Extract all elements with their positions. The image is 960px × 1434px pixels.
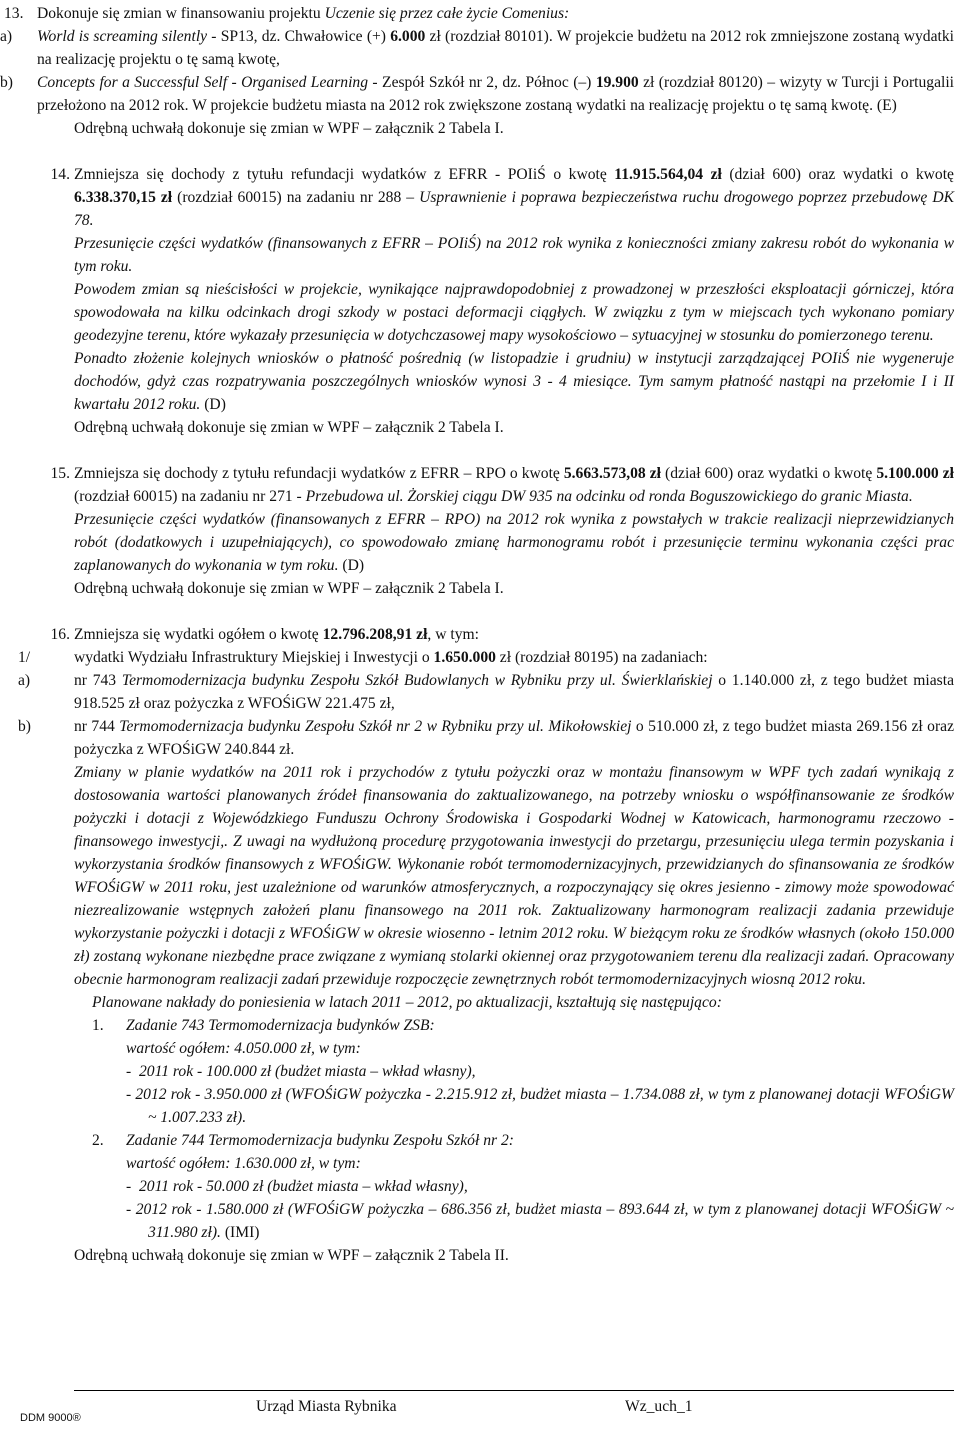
wpf-note: Odrębną uchwałą dokonuje się zmian w WPF – załącznik 2 Tabela I.: [74, 580, 504, 597]
item-16-b: b) nr 744 Termomodernizacja budynku Zespołu Szkół nr 2 w Rybniku przy ul. Mikołowskiej o 510.000 zł, z tego budżet miasta 269.156 zł oraz pożyczka z WFOŚiGW 240.844 zł.: [18, 718, 954, 758]
item-14: 14. Zmniejsza się dochody z tytułu refundacji wydatków z EFRR - POIiŚ o kwotę 11.915.564,04 zł (dział 600) oraz wydatki o kwotę 6.338.370,15 zł (rozdział 60015) na zadaniu nr 288 – Usprawnienie i poprawa bezpieczeństwa ruchu drogowego poprzez przebudowę DK 78.: [50, 166, 954, 229]
footer-rule: [74, 1390, 954, 1391]
wpf-note: Odrębną uchwałą dokonuje się zmian w WPF – załącznik 2 Tabela I.: [74, 419, 504, 436]
item-14-para-3: Ponadto złożenie kolejnych wniosków o płatność pośrednią (w listopadzie i grudniu) w instytucji zarządzającej POIiŚ nie wygeneruje dochodów, gdyż czas rozpatrywania poszczególnych wniosków wynosi 3 - 4 miesiące. Tym samym płatność nastąpi na przełomie I i II kwartału 2012 roku. (D): [74, 350, 954, 413]
task-743: 1. Zadanie 743 Termomodernizacja budynków ZSB: wartość ogółem: 4.050.000 zł, w tym: - 2011 rok - 100.000 zł (budżet miasta – wkład własny), - 2012 rok - 3.950.000 zł (WFOŚiGW pożyczka - 2.215.912 zł, budżet miasta – 1.734.088 zł, w tym z planowanej dotacji WFOŚiGW ~ 1.007.233 zł).: [92, 1017, 954, 1126]
item-16-section-1: 1/ wydatki Wydziału Infrastruktury Miejskiej i Inwestycji o 1.650.000 zł (rozdział 80195) na zadaniach:: [18, 649, 708, 666]
item-16-plan: Planowane nakłady do poniesienia w latach 2011 – 2012, po aktualizacji, kształtują się następująco:: [92, 994, 722, 1011]
item-13-b: b) Concepts for a Successful Self - Organised Learning - Zespół Szkół nr 2, dz. Północ (–) 19.900 zł (rozdział 80120) – wizyty w Turcji i Portugalii przełożono na 2012 rok. W projekcie budżetu miasta na 2012 rok zwiększone zostaną wydatki na realizację projektu o tę samą kwotę. (E): [0, 74, 954, 114]
footer-ddm: DDM 9000®: [20, 1412, 81, 1424]
item-heading: Dokonuje się zmian w finansowaniu projektu Uczenie się przez całe życie Comenius:: [37, 5, 570, 22]
item-16: 16. Zmniejsza się wydatki ogółem o kwotę 12.796.208,91 zł, w tym:: [50, 626, 479, 643]
task-744: 2. Zadanie 744 Termomodernizacja budynku Zespołu Szkół nr 2: wartość ogółem: 1.630.000 zł, w tym: - 2011 rok - 50.000 zł (budżet miasta – wkład własny), - 2012 rok - 1.580.000 zł (WFOŚiGW pożyczka – 686.356 zł, budżet miasta – 893.644 zł, w tym z planowanej dotacji WFOŚiGW ~ 311.980 zł). (IMI): [92, 1132, 954, 1241]
item-13-a: a) World is screaming silently - SP13, dz. Chwałowice (+) 6.000 zł (rozdział 80101). W projekcie budżetu na 2012 rok zmniejszone zostaną wydatki na realizację projektu o tę samą kwotę,: [0, 28, 954, 68]
item-number: 13.: [4, 5, 24, 22]
item-15-para-1: Przesunięcie części wydatków (finansowanych z EFRR – RPO) na 2012 rok wynika z powstałych w trakcie realizacji nieprzewidzianych robót (dodatkowych i uzupełniających), co spowodowało zmianę harmonogramu robót i przesunięcie terminu wykonania części prac zaplanowanych do wykonania w tym roku. (D): [74, 511, 954, 574]
page-footer: [0, 1393, 960, 1423]
wpf-note: Odrębną uchwałą dokonuje się zmian w WPF – załącznik 2 Tabela II.: [74, 1247, 509, 1264]
footer-code: Wz_uch_1: [625, 1398, 693, 1415]
item-13: [0, 2, 960, 25]
item-16-explanation: Zmiany w planie wydatków na 2011 rok i przychodów z tytułu pożyczki oraz w montażu finansowym w WPF tych zadań wynikają z dostosowania wartości planowanych źródeł finansowania do zaktualizowanego, na potrzeby wniosku o współfinansowanie ze środków pożyczki i dotacji z Wojewódzkiego Funduszu Ochrony Środowiska i Gospodarki Wodnej w Katowicach, harmonogramu rzeczowo - finansowego inwestycji,. Z uwagi na wydłużoną procedurę przygotowania inwestycji do przetargu, przesunięciu ulega termin pozyskania i wykorzystania środków finansowych z WFOŚiGW. Wykonanie robót termomodernizacyjnych, przewidzianych do sfinansowania ze środków WFOŚiGW w 2011 roku, jest uzależnione od warunków atmosferycznych, a rozpoczynający się okres jesienno - zimowy może spowodować niezrealizowanie wstępnych założeń planu finansowego na 2011 rok. Zaktualizowany harmonogram realizacji zadania przewiduje wykorzystanie pożyczki i dotacji z WFOŚiGW w okresie wiosenno - letnim 2012 roku. W bieżącym roku ze środków własnych (około 150.000 zł) zostaną wykonane niezbędne prace związane z wymianą stolarki okiennej oraz przygotowaniem terenu dla realizacji zadań. Opracowany obecnie harmonogram realizacji zadań przewiduje rozpoczęcie zewnętrznych robót termomodernizacyjnych wiosną 2012 roku.: [74, 764, 954, 988]
document-page: [0, 2, 960, 1267]
footer-office: Urząd Miasta Rybnika: [256, 1398, 397, 1415]
item-15: 15. Zmniejsza się dochody z tytułu refundacji wydatków z EFRR – RPO o kwotę 5.663.573,08 zł (dział 600) oraz wydatki o kwotę 5.100.000 zł (rozdział 60015) na zadaniu nr 271 - Przebudowa ul. Żorskiej ciągu DW 935 na odcinku od ronda Boguszowickiego do granic Miasta.: [50, 465, 954, 505]
wpf-note: Odrębną uchwałą dokonuje się zmian w WPF – załącznik 2 Tabela I.: [74, 120, 504, 137]
item-14-para-2: Powodem zmian są nieścisłości w projekcie, wynikające najprawdopodobniej z prowadzonej w przeszłości eksploatacji górniczej, która spowodowała na kilku odcinkach drogi szkody w postaci deformacji ciągłych. W związku z tym w miejscach tych wykonano pomiary geodezyjne terenu, które wykazały przesunięcia w dotychczasowej mapy wysokościowo – sytuacyjnej w stosunku do pomierzonego terenu.: [74, 281, 954, 344]
item-16-a: a) nr 743 Termomodernizacja budynku Zespołu Szkół Budowlanych w Rybniku przy ul. Świerklańskiej o 1.140.000 zł, z tego budżet miasta 918.525 zł oraz pożyczka z WFOŚiGW 221.475 zł,: [18, 672, 954, 712]
item-14-para-1: Przesunięcie części wydatków (finansowanych z EFRR – POIiŚ) na 2012 rok wynika z konieczności zmiany zakresu robót do wykonania w tym roku.: [74, 235, 954, 275]
